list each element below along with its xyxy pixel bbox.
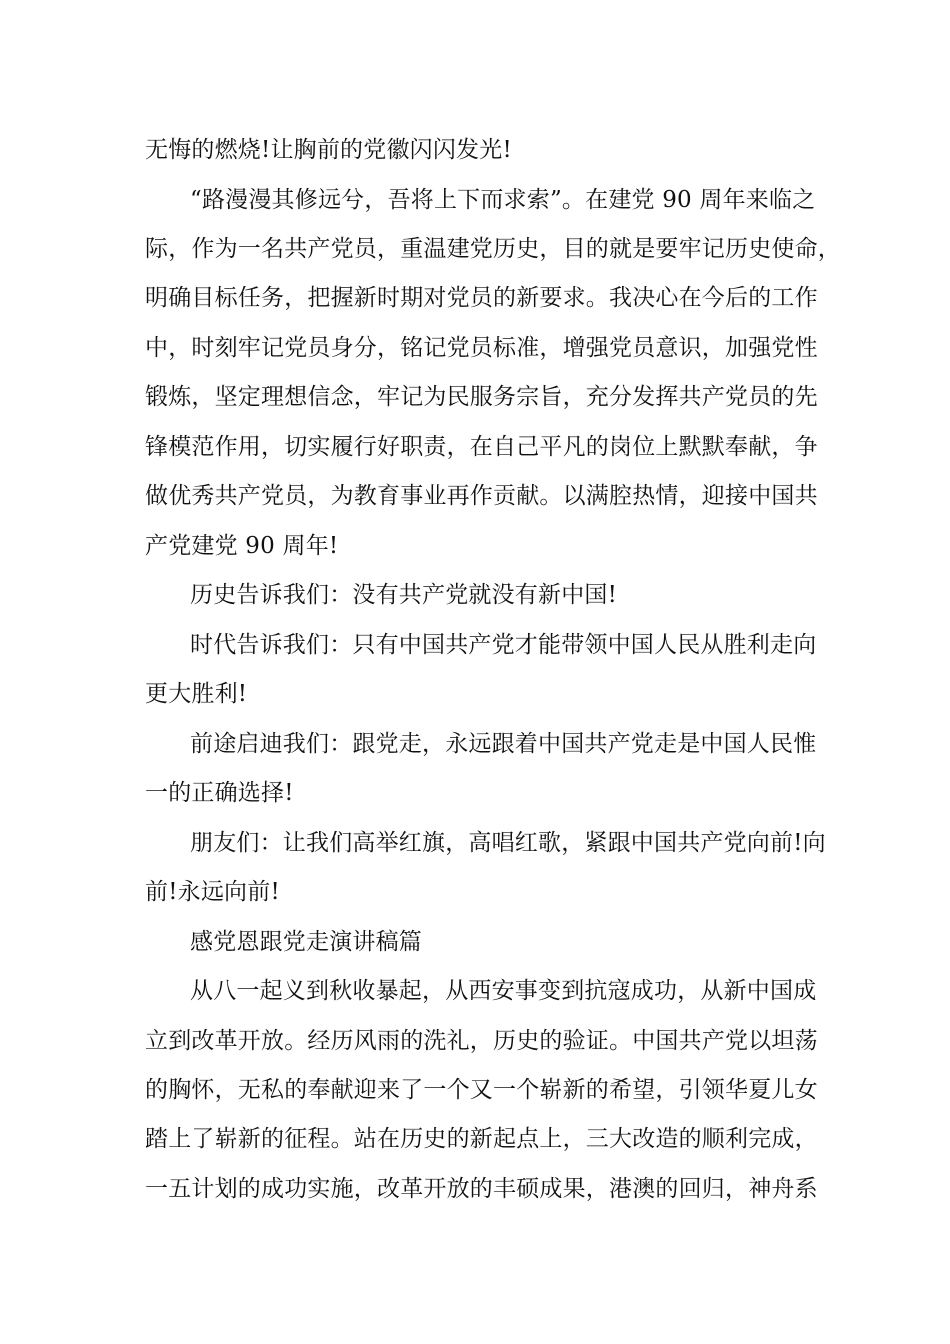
text-line: 更大胜利!: [145, 681, 248, 707]
text-line: 中，时刻牢记党员身分，铭记党员标准，增强党员意识，加强党性: [145, 335, 818, 361]
text-line: 前!永远向前!: [145, 879, 280, 905]
text-line: 时代告诉我们：只有中国共产党才能带领中国人民从胜利走向: [190, 632, 817, 658]
text-line: 一五计划的成功实施，改革开放的丰硕成果，港澳的回归，神舟系: [145, 1176, 818, 1202]
text-line: 锋模范作用，切实履行好职责，在自己平凡的岗位上默默奉献，争: [145, 434, 818, 460]
text-line: 际，作为一名共产党员，重温建党历史，目的就是要牢记历史使命，: [145, 236, 841, 262]
text-line: 前途启迪我们：跟党走，永远跟着中国共产党走是中国人民惟: [190, 731, 817, 757]
text-line: 无悔的燃烧!让胸前的党徽闪闪发光!: [145, 137, 512, 163]
text-line: 朋友们：让我们高举红旗，高唱红歌，紧跟中国共产党向前!向: [190, 830, 826, 856]
text-line: 产党建党 90 周年!: [145, 533, 339, 559]
text-line: 一的正确选择!: [145, 780, 294, 806]
text-line: 锻炼，坚定理想信念，牢记为民服务宗旨，充分发挥共产党员的先: [145, 384, 818, 410]
text-line: 立到改革开放。经历风雨的洗礼，历史的验证。中国共产党以坦荡: [145, 1028, 818, 1054]
text-line: 明确目标任务，把握新时期对党员的新要求。我决心在今后的工作: [145, 285, 818, 311]
text-line: “路漫漫其修远兮，吾将上下而求索”。在建党 90 周年来临之: [190, 187, 816, 213]
section-heading: 感党恩跟党走演讲稿篇: [190, 929, 422, 955]
text-line: 历史告诉我们：没有共产党就没有新中国!: [190, 582, 618, 608]
text-line: 的胸怀，无私的奉献迎来了一个又一个崭新的希望，引领华夏儿女: [145, 1077, 818, 1103]
text-line: 做优秀共产党员，为教育事业再作贡献。以满腔热情，迎接中国共: [145, 483, 818, 509]
text-line: 踏上了崭新的征程。站在历史的新起点上，三大改造的顺利完成，: [145, 1126, 818, 1152]
text-line: 从八一起义到秋收暴起，从西安事变到抗寇成功，从新中国成: [190, 978, 817, 1004]
